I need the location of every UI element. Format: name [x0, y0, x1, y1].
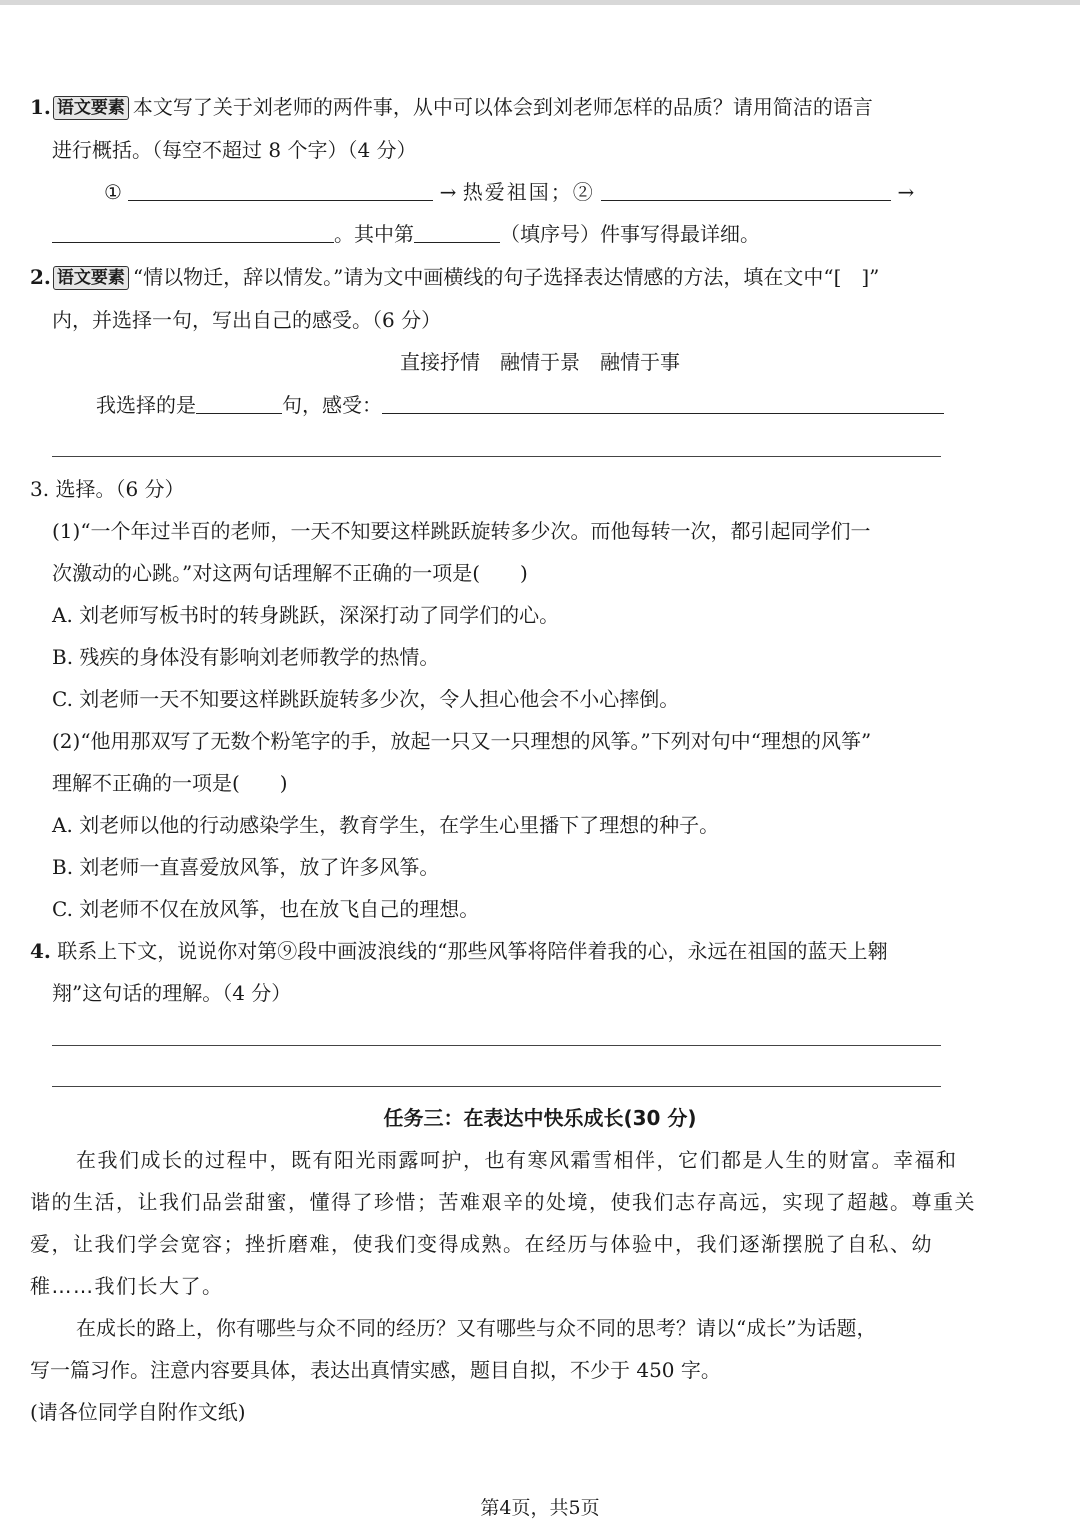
task3-para1-line4: 稚……我们长大了。	[30, 1274, 224, 1298]
q2-choose-line	[96, 391, 944, 419]
q1-line-1	[30, 93, 873, 121]
q4-line-1	[30, 937, 887, 965]
q3-p2-option-c: C. 刘老师不仅在放风筝，也在放飞自己的理想。	[52, 897, 480, 921]
q2-options: 直接抒情 融情于景 融情于事	[400, 350, 680, 374]
q1-arrow-1: →	[439, 180, 457, 204]
q2-answer-rule[interactable]	[52, 456, 941, 457]
q4-number: 4.	[30, 939, 51, 963]
q3-p1-option-b: B. 残疾的身体没有影响刘老师教学的热情。	[52, 645, 440, 669]
q3-p2-option-a: A. 刘老师以他的行动感染学生，教育学生，在学生心里播下了理想的种子。	[52, 813, 720, 837]
q3-header: 3. 选择。（6 分）	[30, 477, 185, 501]
q4-text-a: 联系上下文，说说你对第⑨段中画波浪线的“那些风筝将陪伴着我的心，永远在祖国的蓝天上翱	[57, 939, 888, 963]
q3-p2-option-b: B. 刘老师一直喜爱放风筝，放了许多风筝。	[52, 855, 440, 879]
q3-p1-option-c: C. 刘老师一天不知要这样跳跃旋转多少次，令人担心他会不小心摔倒。	[52, 687, 680, 711]
q3-p1-a: (1)“一个年过半百的老师，一天不知要这样跳跃旋转多少次。而他每转一次，都引起同学们一	[52, 519, 871, 543]
q1-tail-b: （填序号）件事写得最详细。	[500, 222, 760, 246]
q1-tail-a: 。其中第	[334, 222, 414, 246]
q3-p2-b: 理解不正确的一项是( )	[52, 771, 288, 795]
q2-blank-sentence[interactable]	[196, 393, 282, 414]
q3-p2-a: (2)“他用那双写了无数个粉笔字的手，放起一只又一只理想的风筝。”下列对句中“理想的风筝”	[52, 729, 872, 753]
scan-edge	[0, 0, 1080, 5]
q4-answer-rule-1[interactable]	[52, 1045, 941, 1046]
q3-p1-b: 次激动的心跳。”对这两句话理解不正确的一项是( )	[52, 561, 528, 585]
q1-text-b: 进行概括。（每空不超过 8 个字）（4 分）	[52, 138, 417, 162]
task3-title: 任务三：在表达中快乐成长(30 分)	[383, 1106, 697, 1130]
q2-choose-b: 句，感受：	[282, 393, 382, 417]
q1-answer-line-2	[52, 220, 760, 248]
q2-choose-a: 我选择的是	[96, 393, 196, 417]
q1-circle-1: ①	[104, 180, 122, 204]
q1-middle: 热爱祖国；②	[462, 180, 595, 204]
task3-para1-line2: 谐的生活，让我们品尝甜蜜，懂得了珍惜；苦难艰辛的处境，使我们志存高远，实现了超越。尊重关	[30, 1190, 976, 1214]
task3-note: (请各位同学自附作文纸)	[30, 1400, 246, 1424]
task3-para1-line3: 爱，让我们学会宽容；挫折磨难，使我们变得成熟。在经历与体验中，我们逐渐摆脱了自私、幼	[30, 1232, 933, 1256]
q2-tag: 语文要素	[53, 266, 129, 290]
q1-number: 1.	[30, 95, 51, 119]
q1-blank-2[interactable]	[601, 180, 891, 201]
q2-line-1	[30, 263, 879, 291]
q3-p1-option-a: A. 刘老师写板书时的转身跳跃，深深打动了同学们的心。	[52, 603, 560, 627]
q2-text-b: 内，并选择一句，写出自己的感受。（6 分）	[52, 308, 442, 332]
task3-para1-line1: 在我们成长的过程中，既有阳光雨露呵护，也有寒风霜雪相伴，它们都是人生的财富。幸福和	[76, 1148, 958, 1172]
q2-number: 2.	[30, 265, 51, 289]
q4-text-b: 翔”这句话的理解。（4 分）	[52, 981, 292, 1005]
q1-tag: 语文要素	[53, 96, 129, 120]
q1-arrow-2: →	[897, 180, 915, 204]
q4-answer-rule-2[interactable]	[52, 1086, 941, 1087]
q2-blank-feeling[interactable]	[382, 393, 944, 414]
task3-para2-line2: 写一篇习作。注意内容要具体，表达出真情实感，题目自拟，不少于 450 字。	[30, 1358, 721, 1382]
q1-blank-4[interactable]	[414, 222, 500, 243]
q2-text-a: “情以物迁，辞以情发。”请为文中画横线的句子选择表达情感的方法，填在文中“[ ]”	[132, 265, 880, 289]
q1-text-a: 本文写了关于刘老师的两件事，从中可以体会到刘老师怎样的品质？请用简洁的语言	[132, 95, 873, 119]
q1-blank-3[interactable]	[52, 222, 334, 243]
task3-para2-line1: 在成长的路上，你有哪些与众不同的经历？又有哪些与众不同的思考？请以“成长”为话题，	[76, 1316, 877, 1340]
q1-answer-line-1	[104, 178, 914, 206]
page-number: 第4页，共5页	[480, 1497, 600, 1519]
q1-blank-1[interactable]	[128, 180, 433, 201]
